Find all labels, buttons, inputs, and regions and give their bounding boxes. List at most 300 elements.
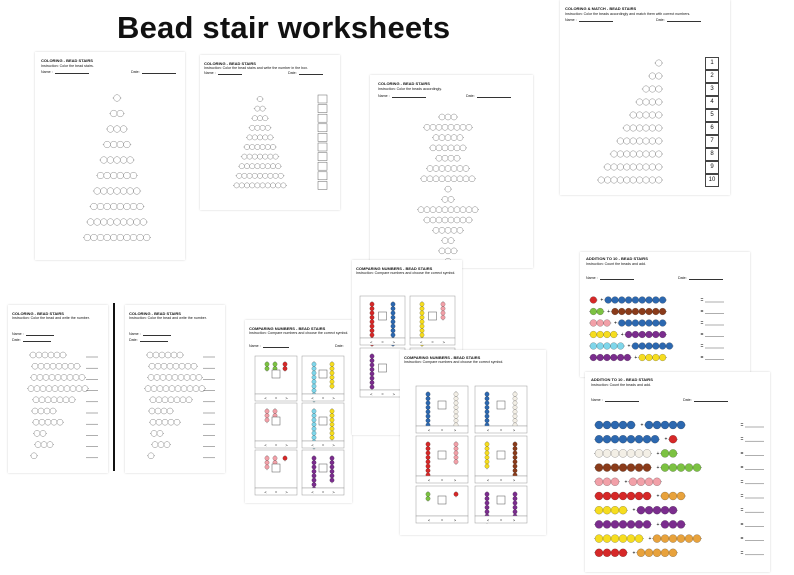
less-than-symbol: <: [264, 489, 267, 495]
equal-symbol: =: [321, 442, 325, 448]
bead: [148, 374, 154, 380]
bead: [513, 510, 517, 514]
bead: [597, 343, 604, 350]
bead: [252, 154, 257, 159]
bead: [420, 328, 424, 332]
bead: [145, 386, 151, 392]
bead: [420, 306, 424, 310]
bead: [420, 311, 424, 315]
bead: [114, 126, 121, 133]
bead: [426, 446, 430, 450]
bead: [67, 374, 73, 380]
bead: [485, 505, 489, 509]
bead: [186, 397, 192, 403]
bead: [250, 125, 255, 130]
bead: [617, 343, 624, 350]
worksheet-addition-2: [585, 372, 770, 572]
bead: [451, 135, 457, 141]
bead: [693, 464, 701, 472]
number-box: 8: [705, 148, 719, 161]
bead: [114, 95, 121, 102]
bead: [611, 506, 619, 514]
bead: [442, 217, 448, 223]
bead: [441, 311, 445, 315]
bead-rows-outline: [125, 305, 225, 473]
equals-symbol: =: [740, 536, 744, 543]
worksheet-comparing-3: [400, 350, 546, 535]
bead: [330, 422, 334, 426]
bead: [28, 386, 34, 392]
bead: [643, 99, 649, 105]
equals-symbol: =: [700, 343, 704, 350]
bead: [242, 173, 247, 178]
bead: [598, 177, 604, 183]
bead: [646, 308, 653, 315]
bead: [603, 449, 611, 457]
bead: [391, 311, 395, 315]
bead: [97, 172, 104, 179]
number-box: 9: [705, 161, 719, 174]
bead: [158, 442, 164, 448]
bead: [46, 386, 52, 392]
bead: [656, 138, 662, 144]
plus-symbol: +: [656, 493, 660, 500]
bead: [646, 297, 653, 304]
bead: [38, 363, 44, 369]
bead: [669, 549, 677, 557]
addition-rows: [580, 252, 750, 377]
bead: [448, 217, 454, 223]
bead: [148, 453, 154, 459]
bead: [104, 203, 111, 210]
bead: [114, 157, 121, 164]
bead: [646, 320, 653, 327]
date-field: Date:: [466, 94, 511, 98]
bead: [270, 164, 275, 169]
bead: [639, 343, 646, 350]
bead: [441, 315, 445, 319]
bead: [35, 442, 41, 448]
bead: [454, 145, 460, 151]
bead: [426, 496, 430, 500]
bead: [590, 320, 597, 327]
bead: [627, 435, 635, 443]
bead: [370, 302, 374, 306]
bead: [653, 478, 661, 486]
bead: [685, 535, 693, 543]
bead: [50, 408, 56, 414]
bead: [619, 506, 627, 514]
bead: [149, 408, 155, 414]
number-box: 10: [705, 174, 719, 187]
bead: [64, 386, 70, 392]
bead: [669, 464, 677, 472]
bead: [330, 366, 334, 370]
bead: [656, 73, 662, 79]
answer-box: [318, 181, 327, 189]
bead: [421, 176, 427, 182]
bead: [448, 145, 454, 151]
bead: [629, 478, 637, 486]
bead: [69, 397, 75, 403]
bead: [124, 172, 131, 179]
symbol-box: [438, 401, 446, 409]
bead: [84, 234, 91, 241]
bead: [427, 166, 433, 172]
date-field: Date:: [131, 70, 176, 74]
bead: [637, 506, 645, 514]
bead: [643, 435, 651, 443]
bead: [420, 315, 424, 319]
bead: [669, 449, 677, 457]
bead: [370, 333, 374, 337]
bead: [370, 372, 374, 376]
bead: [603, 549, 611, 557]
bead: [312, 371, 316, 375]
symbol-box: [379, 364, 387, 372]
number-box: 7: [705, 135, 719, 148]
bead: [172, 374, 178, 380]
bead: [127, 157, 134, 164]
bead: [448, 155, 454, 161]
equals-symbol: =: [700, 297, 704, 304]
bead: [48, 352, 54, 358]
bead: [312, 435, 316, 439]
equal-symbol: =: [274, 442, 278, 448]
bead: [263, 135, 268, 140]
bead: [513, 464, 517, 468]
equals-symbol: =: [740, 479, 744, 486]
bead: [312, 469, 316, 473]
bead: [485, 446, 489, 450]
greater-than-symbol: >: [332, 395, 335, 401]
less-than-symbol: <: [311, 489, 314, 495]
bead: [656, 112, 662, 118]
bead: [442, 124, 448, 130]
bead: [439, 176, 445, 182]
equal-symbol: =: [381, 391, 384, 397]
bead: [485, 496, 489, 500]
sheet-title: COLORING - BEAD STAIRS: [378, 81, 430, 86]
bead: [639, 331, 646, 338]
bead: [590, 343, 597, 350]
bead: [454, 410, 458, 414]
bead: [57, 419, 63, 425]
bead: [669, 506, 677, 514]
bead: [445, 176, 451, 182]
bead: [260, 106, 265, 111]
sheet-instruction: Instruction: Color the bead and write the number.: [12, 316, 90, 320]
symbol-box: [272, 464, 280, 472]
bead: [312, 482, 316, 486]
bead: [330, 427, 334, 431]
symbol-box: [497, 401, 505, 409]
bead: [260, 125, 265, 130]
bead: [244, 183, 249, 188]
bead: [426, 405, 430, 409]
bead: [110, 141, 117, 148]
bead: [439, 114, 445, 120]
worksheet-coloring-6: [125, 305, 225, 473]
bead: [597, 331, 604, 338]
bead: [263, 116, 268, 121]
bead: [466, 207, 472, 213]
bead: [617, 151, 623, 157]
bead: [653, 421, 661, 429]
bead: [656, 125, 662, 131]
bead: [250, 144, 255, 149]
bead: [649, 99, 655, 105]
bead: [257, 116, 262, 121]
number-box: 5: [705, 109, 719, 122]
bead: [134, 188, 141, 195]
bead: [590, 331, 597, 338]
bead: [330, 456, 334, 460]
bead: [466, 124, 472, 130]
name-field: Name :: [129, 332, 171, 336]
bead: [273, 409, 277, 413]
equals-symbol: =: [700, 309, 704, 315]
bead: [163, 386, 169, 392]
bead: [117, 110, 124, 117]
name-field: Name :: [586, 276, 634, 280]
less-than-symbol: <: [420, 339, 423, 345]
bead: [595, 435, 603, 443]
sheet-title: ADDITION TO 10 - BEAD STAIRS: [586, 256, 648, 261]
bead: [370, 315, 374, 319]
bead: [73, 374, 79, 380]
bead: [669, 535, 677, 543]
bead: [370, 358, 374, 362]
bead: [595, 520, 603, 528]
bead: [312, 375, 316, 379]
bead: [45, 397, 51, 403]
bead: [38, 408, 44, 414]
name-field: Name :: [12, 332, 54, 336]
plus-symbol: +: [640, 422, 644, 429]
bead: [257, 96, 262, 101]
bead: [242, 154, 247, 159]
bead: [283, 456, 287, 460]
bead: [651, 435, 659, 443]
bead: [185, 363, 191, 369]
bead: [312, 418, 316, 422]
bead: [39, 419, 45, 425]
bead: [624, 151, 630, 157]
bead: [94, 219, 101, 226]
bead: [31, 374, 37, 380]
bead: [257, 135, 262, 140]
symbol-box: [319, 417, 327, 425]
bead: [58, 386, 64, 392]
bead: [627, 492, 635, 500]
bead: [652, 331, 659, 338]
bead: [485, 510, 489, 514]
bead: [87, 219, 94, 226]
equal-symbol: =: [440, 517, 444, 523]
bead: [610, 343, 617, 350]
bead: [312, 456, 316, 460]
bead: [268, 135, 273, 140]
bead: [639, 297, 646, 304]
plus-symbol: +: [632, 550, 636, 557]
bead: [669, 435, 677, 443]
bead: [137, 234, 144, 241]
plus-symbol: +: [607, 309, 611, 315]
bead: [43, 374, 49, 380]
bead: [611, 478, 619, 486]
bead: [627, 520, 635, 528]
plus-symbol: +: [624, 479, 628, 486]
bead: [625, 297, 632, 304]
symbol-box: [272, 370, 280, 378]
bead: [281, 183, 286, 188]
bead: [632, 331, 639, 338]
name-field: Name :: [41, 70, 89, 74]
bead: [445, 135, 451, 141]
bead: [661, 535, 669, 543]
bead: [451, 114, 457, 120]
bead: [57, 397, 63, 403]
bead: [273, 362, 277, 366]
bead: [485, 451, 489, 455]
plus-symbol: +: [664, 436, 668, 443]
bead: [513, 496, 517, 500]
bead: [70, 386, 76, 392]
bead: [669, 492, 677, 500]
bead: [166, 374, 172, 380]
less-than-symbol: <: [370, 339, 373, 345]
bead: [457, 135, 463, 141]
bead: [619, 492, 627, 500]
bead: [91, 234, 98, 241]
bead: [603, 535, 611, 543]
bead: [441, 306, 445, 310]
bead: [330, 478, 334, 482]
bead: [312, 388, 316, 392]
bead: [107, 157, 114, 164]
bead: [635, 492, 643, 500]
bead: [120, 219, 127, 226]
separator-line: [113, 303, 115, 471]
bead: [652, 354, 659, 361]
bead: [391, 324, 395, 328]
bead: [265, 465, 269, 469]
equals-symbol: =: [740, 450, 744, 457]
bead: [174, 397, 180, 403]
bead: [140, 219, 147, 226]
bead: [624, 177, 630, 183]
bead: [47, 442, 53, 448]
bead: [265, 362, 269, 366]
bead: [265, 413, 269, 417]
bead: [617, 177, 623, 183]
bead: [52, 386, 58, 392]
bead: [445, 248, 451, 254]
bead: [590, 297, 597, 304]
bead: [661, 549, 669, 557]
bead: [595, 549, 603, 557]
bead: [252, 173, 257, 178]
greater-than-symbol: >: [285, 489, 288, 495]
bead: [244, 144, 249, 149]
bead: [244, 164, 249, 169]
number-box: 3: [705, 83, 719, 96]
bead: [312, 465, 316, 469]
bead: [283, 362, 287, 366]
bead: [649, 73, 655, 79]
number-box: 2: [705, 70, 719, 83]
bead: [439, 227, 445, 233]
equals-symbol: =: [700, 320, 704, 327]
bead: [101, 219, 108, 226]
bead: [448, 238, 454, 244]
bead: [460, 124, 466, 130]
bead: [270, 183, 275, 188]
bead: [677, 535, 685, 543]
bead: [162, 419, 168, 425]
bead: [603, 421, 611, 429]
bead: [627, 464, 635, 472]
bead: [330, 474, 334, 478]
bead: [40, 430, 46, 436]
bead: [619, 435, 627, 443]
bead: [130, 234, 137, 241]
plus-symbol: +: [613, 320, 617, 327]
bead: [54, 352, 60, 358]
bead: [656, 60, 662, 66]
answer-box: [318, 124, 327, 132]
bead: [639, 354, 646, 361]
bead: [457, 176, 463, 182]
bead: [265, 164, 270, 169]
bead: [190, 374, 196, 380]
bead: [627, 449, 635, 457]
plus-symbol: +: [656, 521, 660, 528]
bead: [630, 151, 636, 157]
bead: [454, 217, 460, 223]
bead: [445, 114, 451, 120]
bead: [239, 164, 244, 169]
bead-stair-outline: [35, 52, 185, 260]
bead: [619, 520, 627, 528]
bead: [472, 207, 478, 213]
bead: [661, 464, 669, 472]
bead: [656, 86, 662, 92]
less-than-symbol: <: [427, 517, 431, 523]
bead: [330, 371, 334, 375]
bead: [257, 154, 262, 159]
bead: [603, 492, 611, 500]
bead: [273, 456, 277, 460]
bead: [513, 410, 517, 414]
less-than-symbol: <: [486, 517, 490, 523]
bead: [436, 145, 442, 151]
bead: [94, 188, 101, 195]
bead: [312, 478, 316, 482]
bead: [611, 177, 617, 183]
bead: [451, 176, 457, 182]
bead: [645, 549, 653, 557]
bead: [659, 343, 666, 350]
bead: [454, 492, 458, 496]
bead: [666, 343, 673, 350]
bead: [41, 442, 47, 448]
bead: [597, 320, 604, 327]
bead: [330, 384, 334, 388]
equal-symbol: =: [499, 427, 503, 433]
bead: [632, 320, 639, 327]
